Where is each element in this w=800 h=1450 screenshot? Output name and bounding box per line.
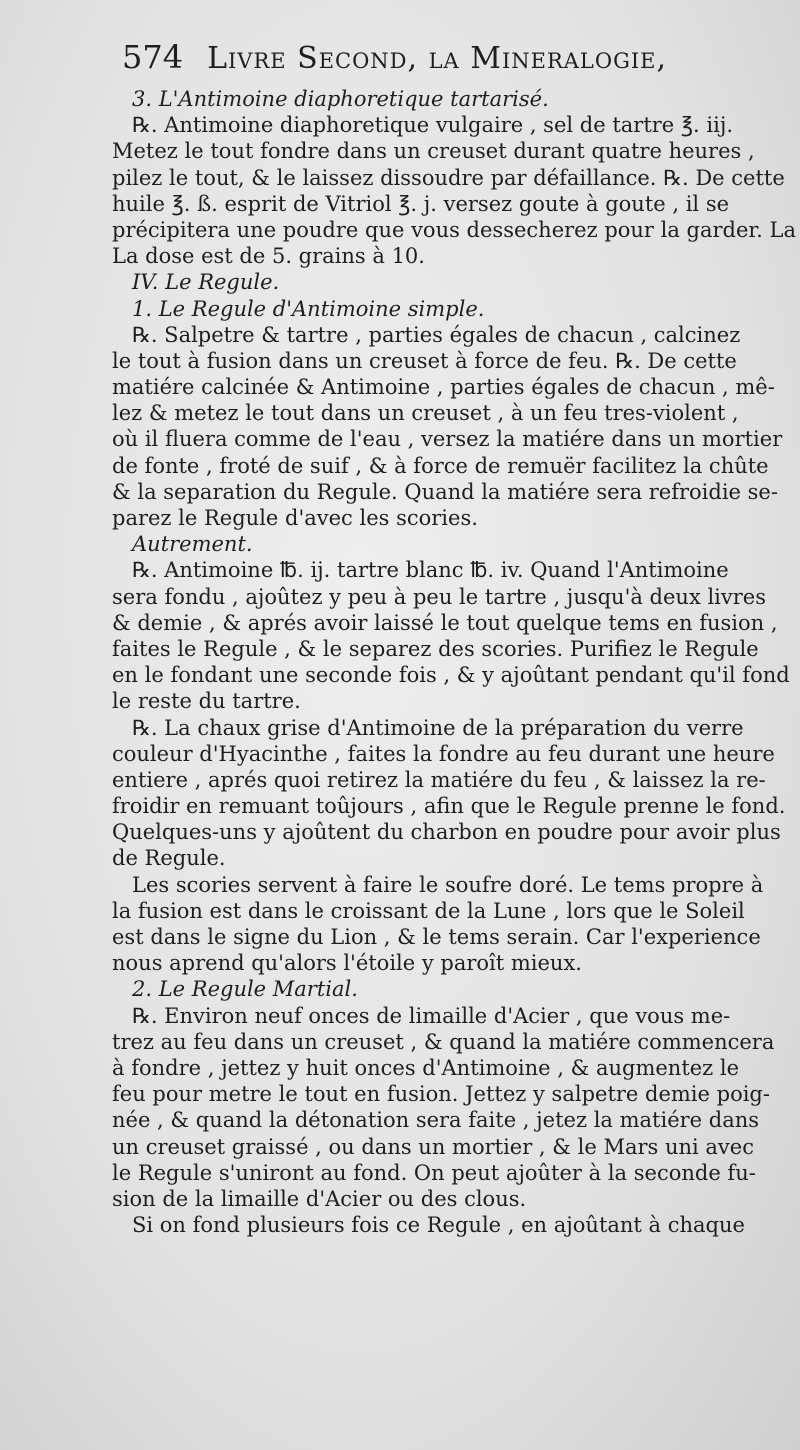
text-line: de fonte , froté de suif , & à force de remuër facilitez la chûte (112, 453, 769, 478)
text-line: ℞. Salpetre & tartre , parties égales de chacun , calcinez (132, 322, 741, 347)
text-line: & demie , & aprés avoir laissé le tout quelque tems en fusion , (112, 610, 778, 635)
text-line: un creuset graissé , ou dans un mortier , & le Mars uni avec (112, 1134, 754, 1159)
text-line: huile ℥. ß. esprit de Vitriol ℥. j. versez goute à goute , il se (112, 191, 730, 216)
section-heading: 2. Le Regule Martial. (132, 977, 358, 1002)
text-line: matiére calcinée & Antimoine , parties égales de chacun , mê- (112, 375, 775, 400)
text-line: à fondre , jettez y huit onces d'Antimoine , & augmentez le (112, 1055, 740, 1080)
text-line: Si on fond plusieurs fois ce Regule , en ajoûtant à chaque (132, 1213, 745, 1238)
text-line: où il fluera comme de l'eau , versez la matiére dans un mortier (112, 427, 783, 452)
text-line: parez le Regule d'avec les scories. (112, 506, 478, 530)
page-header (122, 38, 667, 76)
text-line: le Regule s'uniront au fond. On peut ajoûter à la seconde fu- (112, 1160, 756, 1185)
text-line: lez & metez le tout dans un creuset , à un feu tres-violent , (112, 401, 739, 426)
section-heading: Autrement. (132, 532, 253, 557)
text-line: Les scories servent à faire le soufre doré. Le tems propre à (132, 872, 764, 897)
text-line: La dose est de 5. grains à 10. (112, 244, 425, 269)
text-line: couleur d'Hyacinthe , faites la fondre au feu durant une heure (112, 741, 775, 766)
text-line: Quelques-uns y ajoûtent du charbon en poudre pour avoir plus (112, 820, 781, 845)
text-line: sion de la limaille d'Acier ou des clous. (112, 1186, 527, 1211)
section-heading: 3. L'Antimoine diaphoretique tartarisé. (132, 87, 549, 111)
text-line: feu pour metre le tout en fusion. Jettez y salpetre demie poig- (112, 1082, 770, 1107)
section-heading: IV. Le Regule. (132, 270, 280, 295)
text-line: ℞. La chaux grise d'Antimoine de la préparation du verre (132, 715, 744, 740)
text-line: en le fondant une seconde fois , & y ajoûtant pendant qu'il fond (112, 663, 790, 688)
text-line: entiere , aprés quoi retirez la matiére du feu , & laissez la re- (112, 767, 766, 792)
text-line: sera fondu , ajoûtez y peu à peu le tartre , jusqu'à deux livres (112, 584, 767, 609)
text-line: la fusion est dans le croissant de la Lune , lors que le Soleil (112, 898, 745, 923)
text-line: le reste du tartre. (112, 689, 301, 714)
text-line: nous aprend qu'alors l'étoile y paroît mieux. (112, 951, 582, 976)
text-line: ℞. Antimoine ℔. ij. tartre blanc ℔. iv. Quand l'Antimoine (132, 558, 729, 583)
running-title: Livre Second, la Mineralogie, (207, 41, 668, 76)
text-line: née , & quand la détonation sera faite , jetez la matiére dans (112, 1108, 760, 1133)
text-line: faites le Regule , & le separez des scories. Purifiez le Regule (112, 636, 759, 661)
text-line: est dans le signe du Lion , & le tems serain. Car l'experience (112, 925, 761, 949)
text-line: précipitera une poudre que vous dessecherez pour la garder. La (112, 217, 796, 242)
text-line: & la separation du Regule. Quand la matiére sera refroidie se- (112, 479, 778, 504)
page-text (112, 86, 796, 1238)
text-line: ℞. Antimoine diaphoretique vulgaire , sel de tartre ℥. iij. (132, 113, 734, 138)
text-line: le tout à fusion dans un creuset à force de feu. ℞. De cette (112, 348, 737, 373)
text-line: froidir en remuant toûjours , afin que le Regule prenne le fond. (112, 794, 786, 819)
page-number: 574 (122, 38, 184, 76)
text-line: de Regule. (112, 846, 226, 871)
text-line: Metez le tout fondre dans un creuset durant quatre heures , (112, 139, 755, 164)
section-heading: 1. Le Regule d'Antimoine simple. (132, 296, 485, 321)
text-line: trez au feu dans un creuset , & quand la matiére commencera (112, 1029, 775, 1054)
text-line: ℞. Environ neuf onces de limaille d'Acier , que vous me- (132, 1003, 731, 1028)
text-line: pilez le tout, & le laissez dissoudre par défaillance. ℞. De cette (112, 165, 785, 190)
